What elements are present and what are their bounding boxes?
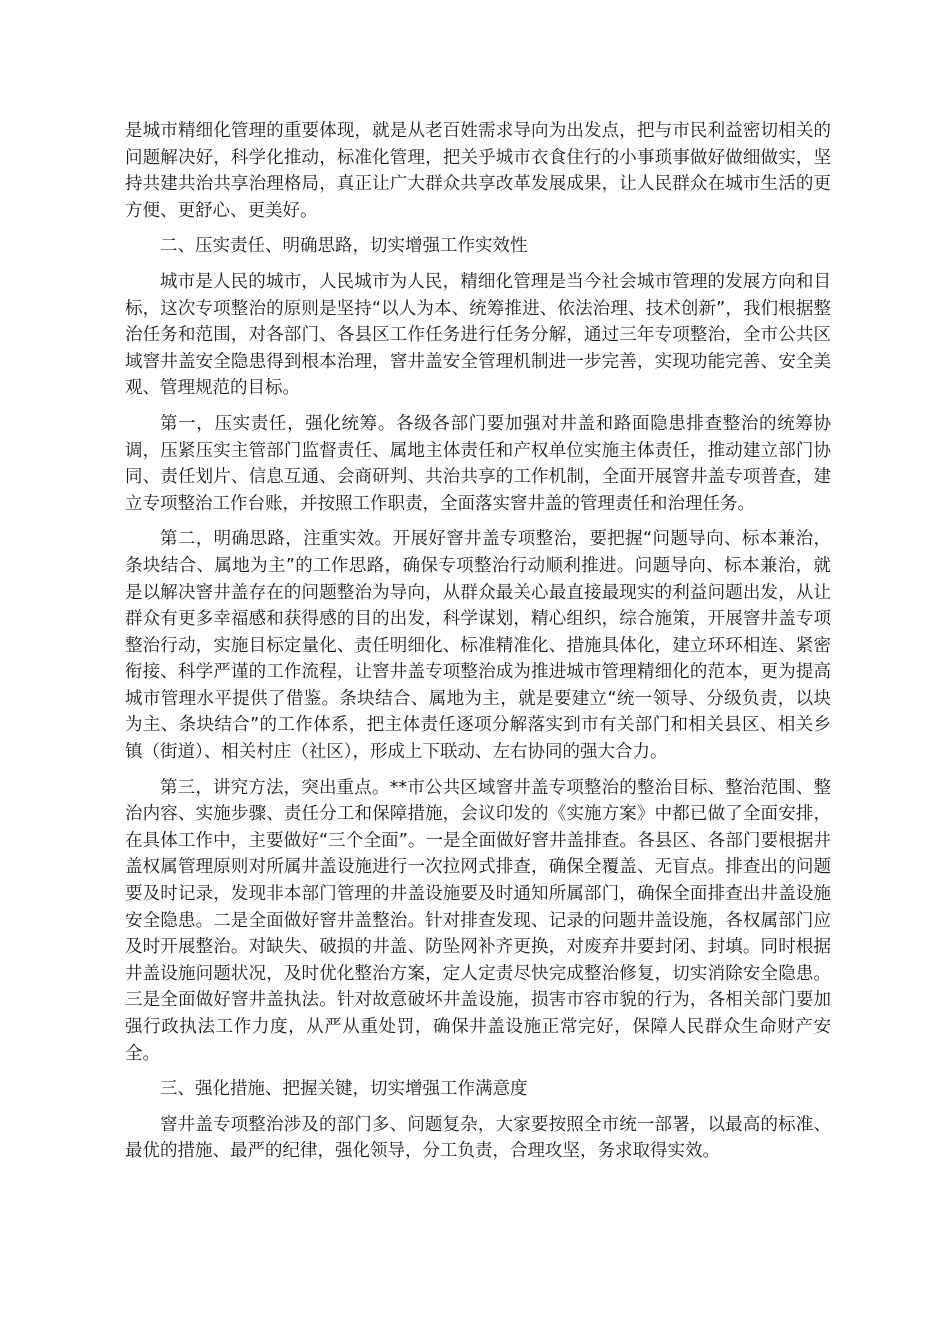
paragraph-third-point: 第三，讲究方法，突出重点。**市公共区域窨井盖专项整治的整治目标、整治范围、整治内容、实施步骤、责任分工和保障措施，会议印发的《实施方案》中都已做了全面安排，在具体工作中，主要做好“三个全面”。一是全面做好窨井盖排查。各县区、各部门要根据井盖权属管理原则对所属井盖设施进行一次拉网式排查，确保全覆盖、无盲点。排查出的问题要及时记录，发现非本部门管理的井盖设施要及时通知所属部门，确保全面排查出井盖设施安全隐患。二是全面做好窨井盖整治。针对排查发现、记录的问题井盖设施，各权属部门应及时开展整治。对缺失、破损的井盖、防坠网补齐更换，对废弃井要封闭、封填。同时根据井盖设施问题状况，及时优化整治方案，定人定责尽快完成整治修复，切实消除安全隐患。三是全面做好窨井盖执法。针对故意破坏井盖设施，损害市容市貌的行为，各相关部门要加强行政执法工作力度，从严从重处罚，确保井盖设施正常完好，保障人民群众生命财产安全。 bbox=[125, 777, 831, 1064]
paragraph-closing: 窨井盖专项整治涉及的部门多、问题复杂，大家要按照全市统一部署，以最高的标准、最优的措施、最严的纪律，强化领导，分工负责，合理攻坚，务求取得实效。 bbox=[125, 1114, 831, 1162]
paragraph-intro: 是城市精细化管理的重要体现，就是从老百姓需求导向为出发点，把与市民利益密切相关的问题解决好，科学化推动，标准化管理，把关乎城市衣食住行的小事琐事做好做细做实，坚持共建共治共享治理格局，真正让广大群众共享改革发展成果，让人民群众在城市生活的更方便、更舒心、更美好。 bbox=[125, 121, 831, 221]
paragraph-first-point: 第一，压实责任，强化统筹。各级各部门要加强对井盖和路面隐患排查整治的统筹协调，压紧压实主管部门监督责任、属地主体责任和产权单位实施主体责任，推动建立部门协同、责任划片、信息互通、会商研判、共治共享的工作机制，全面开展窨井盖专项普查，建立专项整治工作台账，并按照工作职责，全面落实窨井盖的管理责任和治理任务。 bbox=[125, 413, 831, 514]
section-heading-2: 二、压实责任、明确思路，切实增强工作实效性 bbox=[160, 236, 528, 257]
paragraph-city-people: 城市是人民的城市，人民城市为人民，精细化管理是当今社会城市管理的发展方向和目标，这次专项整治的原则是坚持“以人为本、统筹推进、依法治理、技术创新”，我们根据整治任务和范围，对各部门、各县区工作任务进行任务分解，通过三年专项整治，全市公共区域窨井盖安全隐患得到根本治理，窨井盖安全管理机制进一步完善，实现功能完善、安全美观、管理规范的目标。 bbox=[125, 271, 831, 399]
paragraph-second-point: 第二，明确思路，注重实效。开展好窨井盖专项整治，要把握“问题导向、标本兼治，条块结合、属地为主”的工作思路，确保专项整治行动顺利推进。问题导向、标本兼治，就是以解决窨井盖存在的问题整治为导向，从群众最关心最直接最现实的利益问题出发，从让群众有更多幸福感和获得感的目的出发，科学谋划，精心组织，综合施策，开展窨井盖专项整治行动，实施目标定量化、责任明细化、标准精准化、措施具体化，建立环环相连、紧密衔接、科学严谨的工作流程，让窨井盖专项整治成为推进城市管理精细化的范本，更为提高城市管理水平提供了借鉴。条块结合、属地为主，就是要建立“统一领导、分级负责，以块为主、条块结合”的工作体系，把主体责任逐项分解落实到市有关部门和相关县区、相关乡镇（街道）、相关村庄（社区），形成上下联动、左右协同的强大合力。 bbox=[125, 529, 831, 763]
document-page bbox=[125, 118, 831, 1174]
section-heading-3: 三、强化措施、把握关键，切实增强工作满意度 bbox=[160, 1079, 528, 1100]
